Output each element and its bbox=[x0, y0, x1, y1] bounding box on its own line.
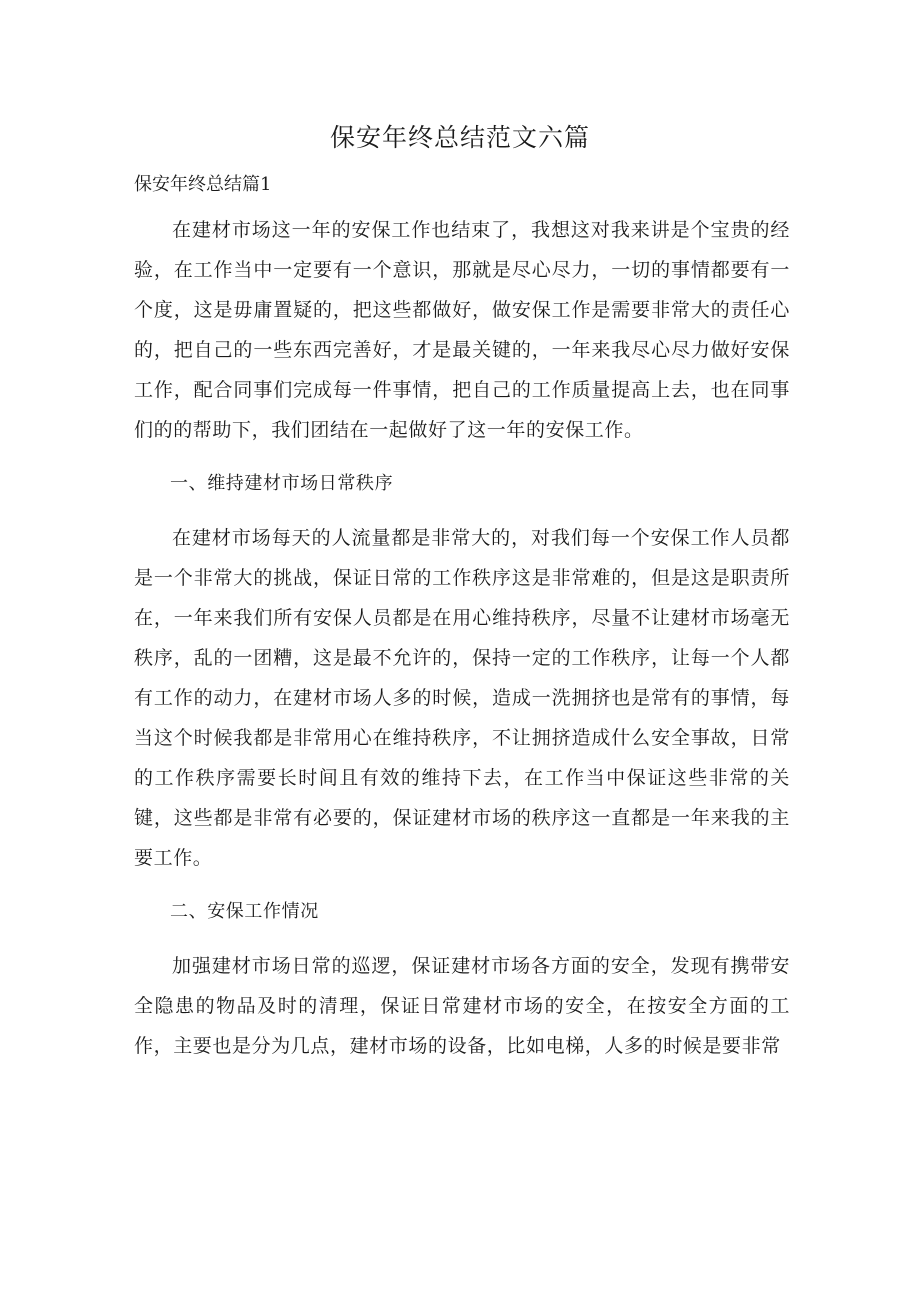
heading-security: 二、安保工作情况 bbox=[170, 901, 319, 922]
document-body bbox=[134, 210, 790, 1066]
section-title: 保安年终总结篇1 bbox=[134, 174, 272, 195]
heading-order: 一、维持建材市场日常秩序 bbox=[170, 473, 394, 494]
document-title: 保安年终总结范文六篇 bbox=[329, 123, 590, 152]
paragraph-security: 加强建材市场日常的巡逻，保证建材市场各方面的安全，发现有携带安全隐患的物品及时的清理，保证日常建材市场的安全，在按安全方面的工作，主要也是分为几点，建材市场的设备，比如电梯，人多的时候是要非常 bbox=[134, 955, 790, 1057]
paragraph-intro: 在建材市场这一年的安保工作也结束了，我想这对我来讲是个宝贵的经验，在工作当中一定要有一个意识，那就是尽心尽力，一切的事情都要有一个度，这是毋庸置疑的，把这些都做好，做安保工作是需要非常大的责任心的，把自己的一些东西完善好，才是最关键的，一年来我尽心尽力做好安保工作，配合同事们完成每一件事情，把自己的工作质量提高上去，也在同事们的的帮助下，我们团结在一起做好了这一年的安保工作。 bbox=[134, 219, 790, 441]
paragraph-order: 在建材市场每天的人流量都是非常大的，对我们每一个安保工作人员都是一个非常大的挑战，保证日常的工作秩序这是非常难的，但是这是职责所在，一年来我们所有安保人员都是在用心维持秩序，尽量不让建材市场毫无秩序，乱的一团糟，这是最不允许的，保持一定的工作秩序，让每一个人都有工作的动力，在建材市场人多的时候，造成一洗拥挤也是常有的事情，每当这个时候我都是非常用心在维持秩序，不让拥挤造成什么安全事故，日常的工作秩序需要长时间且有效的维持下去，在工作当中保证这些非常的关键，这些都是非常有必要的，保证建材市场的秩序这一直都是一年来我的主要工作。 bbox=[134, 527, 790, 869]
